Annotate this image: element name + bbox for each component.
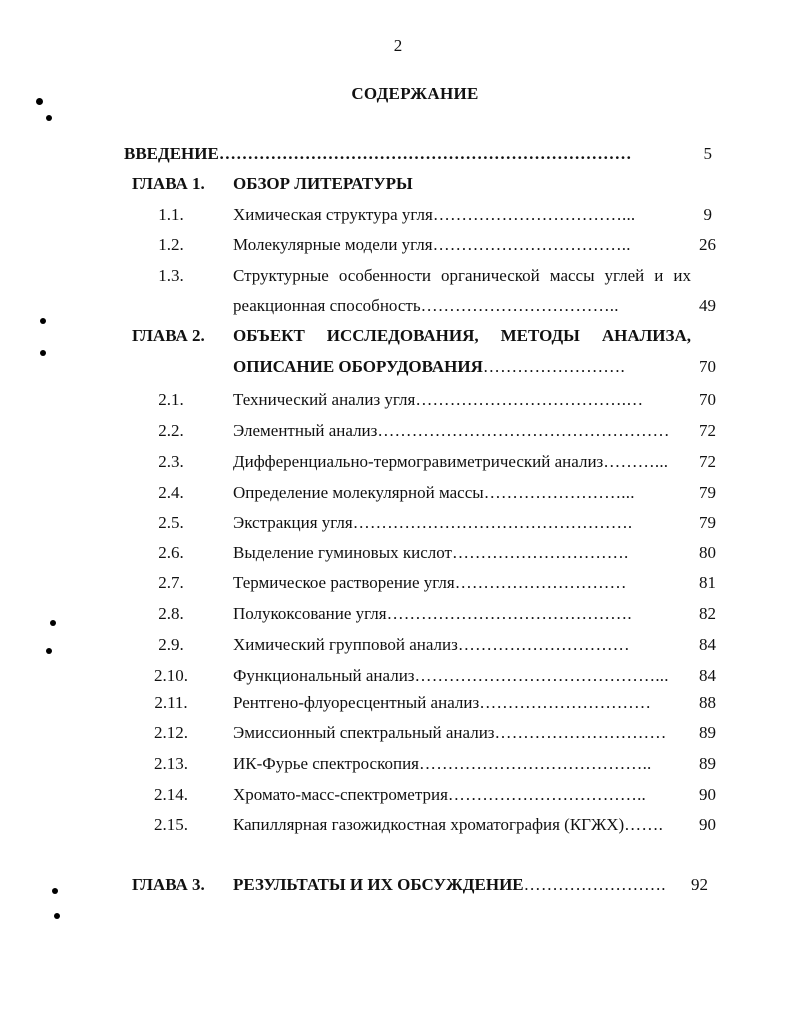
toc-page: 81 bbox=[699, 573, 716, 592]
toc-section bbox=[0, 202, 796, 228]
page-title: СОДЕРЖАНИЕ bbox=[351, 84, 479, 103]
chapter-number: ГЛАВА 3. bbox=[132, 875, 205, 894]
toc-dots: ……………………. bbox=[523, 875, 666, 894]
section-number: 2.12. bbox=[154, 723, 188, 742]
toc-dots: ……………………………………... bbox=[414, 666, 669, 685]
toc-dots: …………………………………………… bbox=[377, 421, 670, 440]
toc-page: 84 bbox=[699, 666, 716, 685]
toc-dots: ………………………… bbox=[494, 723, 667, 742]
toc-section bbox=[0, 663, 796, 689]
toc-page: 84 bbox=[699, 635, 716, 654]
toc-intro bbox=[0, 141, 796, 167]
section-title: Капиллярная газожидкостная хроматография (КГЖХ) bbox=[233, 815, 625, 834]
section-number: 2.2. bbox=[158, 421, 184, 440]
page-number: 2 bbox=[393, 36, 403, 55]
toc-dots: ……. bbox=[624, 815, 664, 834]
toc-page: 5 bbox=[703, 144, 712, 163]
toc-dots: ……………………... bbox=[483, 483, 635, 502]
section-title: Экстракция угля bbox=[233, 513, 353, 532]
section-title: Химический групповой анализ bbox=[233, 635, 458, 654]
toc-section bbox=[0, 263, 796, 289]
toc-dots: ………………………………….. bbox=[419, 754, 652, 773]
section-title: Функциональный анализ bbox=[233, 666, 415, 685]
toc-section bbox=[0, 480, 796, 506]
section-number: 2.6. bbox=[158, 543, 184, 562]
toc-chapter-2-continuation bbox=[0, 354, 796, 380]
toc-page: 49 bbox=[699, 296, 716, 315]
chapter-title: ОБЗОР ЛИТЕРАТУРЫ bbox=[233, 174, 413, 193]
toc-dots: ……………………………... bbox=[432, 205, 636, 224]
section-number: 2.4. bbox=[158, 483, 184, 502]
section-title: Рентгено-флуоресцентный анализ bbox=[233, 693, 480, 712]
toc-section bbox=[0, 751, 796, 777]
toc-section bbox=[0, 632, 796, 658]
toc-page: 89 bbox=[699, 754, 716, 773]
section-number: 2.10. bbox=[154, 666, 188, 685]
toc-section bbox=[0, 720, 796, 746]
section-number: 2.13. bbox=[154, 754, 188, 773]
section-number: 2.5. bbox=[158, 513, 184, 532]
toc-dots: …………………………….. bbox=[420, 296, 619, 315]
toc-dots: ………………………… bbox=[479, 693, 652, 712]
toc-page: 90 bbox=[699, 815, 716, 834]
toc-page: 79 bbox=[699, 483, 716, 502]
chapter-title-line2: ОПИСАНИЕ ОБОРУДОВАНИЯ bbox=[233, 357, 483, 376]
toc-page: 82 bbox=[699, 604, 716, 623]
toc-page: 9 bbox=[703, 205, 712, 224]
toc-dots: ……………………………………. bbox=[386, 604, 632, 623]
toc-section bbox=[0, 510, 796, 536]
toc-chapter-1 bbox=[0, 171, 796, 197]
toc-section bbox=[0, 601, 796, 627]
toc-intro-label: ВВЕДЕНИЕ bbox=[124, 144, 219, 163]
section-number: 1.3. bbox=[158, 266, 184, 285]
toc-page: 80 bbox=[699, 543, 716, 562]
toc-section bbox=[0, 540, 796, 566]
section-title-line2: реакционная способность bbox=[233, 296, 421, 315]
toc-dots: ………... bbox=[603, 452, 669, 471]
section-number: 2.3. bbox=[158, 452, 184, 471]
section-title: Полукоксование угля bbox=[233, 604, 387, 623]
section-number: 2.7. bbox=[158, 573, 184, 592]
toc-section bbox=[0, 812, 796, 838]
scan-speck bbox=[46, 115, 52, 121]
section-number: 2.8. bbox=[158, 604, 184, 623]
toc-section bbox=[0, 570, 796, 596]
section-title: Технический анализ угля bbox=[233, 390, 416, 409]
toc-page: 89 bbox=[699, 723, 716, 742]
toc-page: 88 bbox=[699, 693, 716, 712]
toc-section bbox=[0, 232, 796, 258]
scan-speck bbox=[54, 913, 60, 919]
toc-chapter-3 bbox=[0, 872, 796, 898]
toc-page: 72 bbox=[699, 421, 716, 440]
section-number: 2.15. bbox=[154, 815, 188, 834]
toc-page: 26 bbox=[699, 235, 716, 254]
section-number: 2.11. bbox=[154, 693, 188, 712]
chapter-title-line1: ОБЪЕКТ ИССЛЕДОВАНИЯ, МЕТОДЫ АНАЛИЗА, bbox=[233, 326, 691, 345]
section-number: 1.1. bbox=[158, 205, 184, 224]
section-number: 2.9. bbox=[158, 635, 184, 654]
toc-dots: …………………………. bbox=[451, 543, 629, 562]
toc-section bbox=[0, 782, 796, 808]
chapter-title: РЕЗУЛЬТАТЫ И ИХ ОБСУЖДЕНИЕ bbox=[233, 875, 524, 894]
toc-dots: ……………………. bbox=[482, 357, 625, 376]
chapter-number: ГЛАВА 2. bbox=[132, 326, 205, 345]
toc-dots: …………………………….. bbox=[447, 785, 647, 804]
toc-page: 70 bbox=[699, 390, 716, 409]
toc-dots: ……………………………………………………………… bbox=[218, 144, 632, 163]
toc-section bbox=[0, 690, 796, 716]
toc-dots: ………………………… bbox=[457, 635, 630, 654]
section-title: ИК-Фурье спектроскопия bbox=[233, 754, 419, 773]
section-title: Термическое растворение угля bbox=[233, 573, 455, 592]
chapter-number: ГЛАВА 1. bbox=[132, 174, 205, 193]
section-number: 1.2. bbox=[158, 235, 184, 254]
section-number: 2.1. bbox=[158, 390, 184, 409]
section-title: Элементный анализ bbox=[233, 421, 378, 440]
section-title: Определение молекулярной массы bbox=[233, 483, 484, 502]
section-title: Выделение гуминовых кислот bbox=[233, 543, 452, 562]
section-title: Дифференциально-термогравиметрический анализ bbox=[233, 452, 604, 471]
toc-dots: ……………………………….… bbox=[415, 390, 644, 409]
toc-dots: ………………………… bbox=[454, 573, 627, 592]
toc-chapter-2 bbox=[0, 323, 796, 349]
section-title: Хромато-масс-спектрометрия bbox=[233, 785, 448, 804]
toc-dots: …………………………………………. bbox=[352, 513, 633, 532]
toc-page: 70 bbox=[699, 357, 716, 376]
toc-page: 90 bbox=[699, 785, 716, 804]
toc-section-continuation bbox=[0, 293, 796, 319]
section-title: Химическая структура угля bbox=[233, 205, 433, 224]
toc-page: 92 bbox=[691, 875, 708, 894]
toc-section bbox=[0, 418, 796, 444]
section-title: Молекулярные модели угля bbox=[233, 235, 433, 254]
toc-page: 72 bbox=[699, 452, 716, 471]
toc-section bbox=[0, 449, 796, 475]
section-title-line1: Структурные особенности органической массы углей и их bbox=[233, 266, 691, 285]
toc-page: 79 bbox=[699, 513, 716, 532]
toc-dots: …………………………….. bbox=[432, 235, 631, 254]
section-title: Эмиссионный спектральный анализ bbox=[233, 723, 495, 742]
section-number: 2.14. bbox=[154, 785, 188, 804]
toc-section bbox=[0, 387, 796, 413]
